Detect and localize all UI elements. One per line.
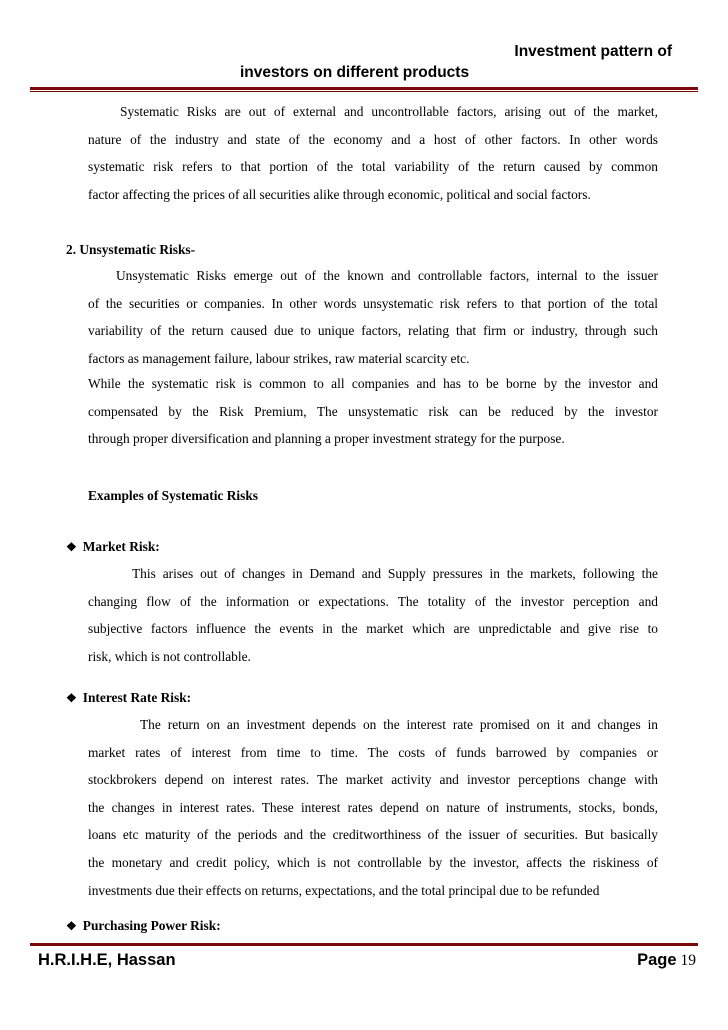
paragraph-line: subjective factors influence the events in the market which are unpredictable and give rise to bbox=[88, 621, 658, 637]
footer-page bbox=[637, 951, 696, 970]
paragraph-line: stockbrokers depend on interest rates. The market activity and investor perceptions change with bbox=[88, 772, 658, 788]
examples-heading: Examples of Systematic Risks bbox=[88, 488, 258, 503]
purchasing-power-risk-title: Purchasing Power Risk: bbox=[82, 918, 221, 933]
footer-page-number: 19 bbox=[680, 952, 696, 969]
paragraph-line: the monetary and credit policy, which is not controllable by the investor, affects the riskiness of bbox=[88, 854, 658, 870]
unsystematic-risks-paragraph bbox=[88, 262, 658, 372]
header-title-line1: Investment pattern of bbox=[514, 43, 672, 60]
market-risk-title: Market Risk: bbox=[82, 539, 160, 554]
unsystematic-risks-heading: 2. Unsystematic Risks- bbox=[66, 242, 196, 257]
footer-institution: H.R.I.H.E, Hassan bbox=[38, 951, 176, 969]
interest-rate-risk-paragraph bbox=[88, 711, 658, 904]
paragraph-line: nature of the industry and state of the economy and a host of other factors. In other words bbox=[88, 131, 658, 147]
interest-rate-risk-heading bbox=[66, 690, 191, 706]
diamond-bullet-icon: ❖ bbox=[66, 919, 77, 934]
paragraph-line: Unsystematic Risks emerge out of the known and controllable factors, internal to the issuer bbox=[116, 268, 658, 283]
market-risk-heading bbox=[66, 539, 160, 555]
paragraph-line: risk, which is not controllable. bbox=[88, 648, 251, 664]
footer-rule bbox=[30, 943, 698, 946]
systematic-risks-paragraph bbox=[88, 98, 658, 208]
header-rule-thin bbox=[30, 91, 698, 92]
diamond-bullet-icon: ❖ bbox=[66, 691, 77, 706]
diversification-paragraph bbox=[88, 370, 658, 453]
purchasing-power-risk-heading bbox=[66, 918, 221, 934]
paragraph-line: through proper diversification and planning a proper investment strategy for the purpose. bbox=[88, 431, 565, 447]
paragraph-line: The return on an investment depends on the interest rate promised on it and changes in bbox=[140, 717, 658, 732]
paragraph-line: variability of the return caused due to unique factors, relating that firm or industry, through such bbox=[88, 323, 658, 339]
header-rule-thick bbox=[30, 87, 698, 90]
paragraph-line: the changes in interest rates. These interest rates depend on nature of instruments, stocks, bonds, bbox=[88, 799, 658, 815]
paragraph-line: Systematic Risks are out of external and uncontrollable factors, arising out of the market, bbox=[120, 104, 658, 119]
paragraph-line: loans etc maturity of the periods and the creditworthiness of the issuer of securities. But basically bbox=[88, 827, 658, 843]
paragraph-line: market rates of interest from time to time. The costs of funds barrowed by companies or bbox=[88, 744, 658, 760]
footer-page-label: Page bbox=[637, 951, 677, 969]
interest-rate-risk-title: Interest Rate Risk: bbox=[82, 690, 192, 705]
market-risk-paragraph bbox=[88, 560, 658, 670]
paragraph-line: changing flow of the information or expectations. The totality of the investor perception and bbox=[88, 593, 658, 609]
paragraph-line: factor affecting the prices of all securities alike through economic, political and social factors. bbox=[88, 186, 591, 202]
paragraph-line: systematic risk refers to that portion of the total variability of the return caused by common bbox=[88, 159, 658, 175]
diamond-bullet-icon: ❖ bbox=[66, 540, 77, 555]
paragraph-line: While the systematic risk is common to all companies and has to be borne by the investor and bbox=[88, 376, 658, 391]
paragraph-line: investments due their effects on returns, expectations, and the total principal due to be refunded bbox=[88, 882, 600, 898]
paragraph-line: factors as management failure, labour strikes, raw material scarcity etc. bbox=[88, 350, 470, 366]
paragraph-line: of the securities or companies. In other words unsystematic risk refers to that portion of the total bbox=[88, 295, 658, 311]
paragraph-line: compensated by the Risk Premium, The unsystematic risk can be reduced by the investor bbox=[88, 403, 658, 419]
paragraph-line: This arises out of changes in Demand and Supply pressures in the markets, following the bbox=[132, 566, 658, 581]
header-title-line2: investors on different products bbox=[240, 64, 470, 81]
